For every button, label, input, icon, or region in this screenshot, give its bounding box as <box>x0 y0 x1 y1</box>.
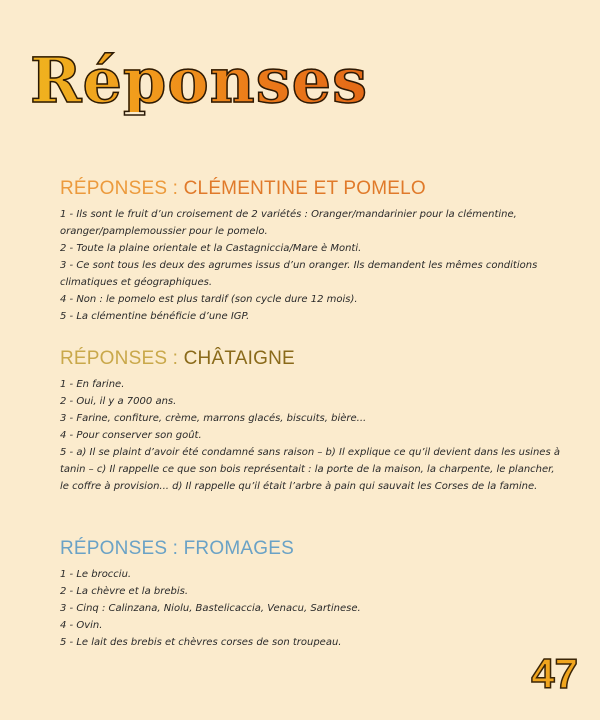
answer-item: 2 - Oui, il y a 7000 ans. <box>60 396 177 407</box>
section-heading-name: CHÂTAIGNE <box>183 348 295 369</box>
answer-item: 5 - a) Il se plaint d’avoir été condamné sans raison – b) Il explique ce qu’il devient dans les usines à tanin – c) Il rappelle ce que son bois représentait : la porte de la maison, la charpente, le plancher, le coffre à provision... d) Il rappelle qu’il était l’arbre à pain qui sauvait les Corses de la famine. <box>60 447 560 492</box>
answer-item: 1 - En farine. <box>60 379 125 390</box>
section-heading <box>60 348 560 370</box>
page-title: Réponses <box>30 44 369 117</box>
section-heading-prefix: RÉPONSES : <box>60 348 184 369</box>
section-heading <box>60 178 560 200</box>
answer-item: 1 - Ils sont le fruit d’un croisement de 2 variétés : Oranger/mandarinier pour la clémentine, oranger/pamplemoussier pour le pomelo. <box>60 209 517 237</box>
section-chataigne <box>60 348 560 495</box>
answer-item: 4 - Non : le pomelo est plus tardif (son cycle dure 12 mois). <box>60 294 358 305</box>
answer-item: 3 - Ce sont tous les deux des agrumes issus d’un oranger. Ils demandent les mêmes conditions climatiques et géographiques. <box>60 260 538 288</box>
answer-item: 2 - Toute la plaine orientale et la Castagniccia/Mare è Monti. <box>60 243 362 254</box>
section-heading-name: FROMAGES <box>183 538 294 559</box>
answer-item: 1 - Le brocciu. <box>60 569 132 580</box>
answer-list <box>60 566 560 651</box>
page-number: 47 <box>531 650 578 697</box>
section-heading <box>60 538 560 560</box>
answer-item: 5 - La clémentine bénéficie d’une IGP. <box>60 311 250 322</box>
answer-item: 2 - La chèvre et la brebis. <box>60 586 189 597</box>
answer-item: 3 - Farine, confiture, crème, marrons glacés, biscuits, bière... <box>60 413 367 424</box>
section-heading-prefix: RÉPONSES : <box>60 538 184 559</box>
answer-list <box>60 376 560 495</box>
section-heading-prefix: RÉPONSES : <box>60 178 184 199</box>
section-fromages <box>60 538 560 651</box>
answer-item: 5 - Le lait des brebis et chèvres corses de son troupeau. <box>60 637 342 648</box>
answer-item: 3 - Cinq : Calinzana, Niolu, Bastelicaccia, Venacu, Sartinese. <box>60 603 361 614</box>
answer-list <box>60 206 560 325</box>
section-heading-name: CLÉMENTINE ET POMELO <box>183 178 426 199</box>
section-clementine-pomelo <box>60 178 560 325</box>
answer-item: 4 - Pour conserver son goût. <box>60 430 202 441</box>
answer-item: 4 - Ovin. <box>60 620 103 631</box>
